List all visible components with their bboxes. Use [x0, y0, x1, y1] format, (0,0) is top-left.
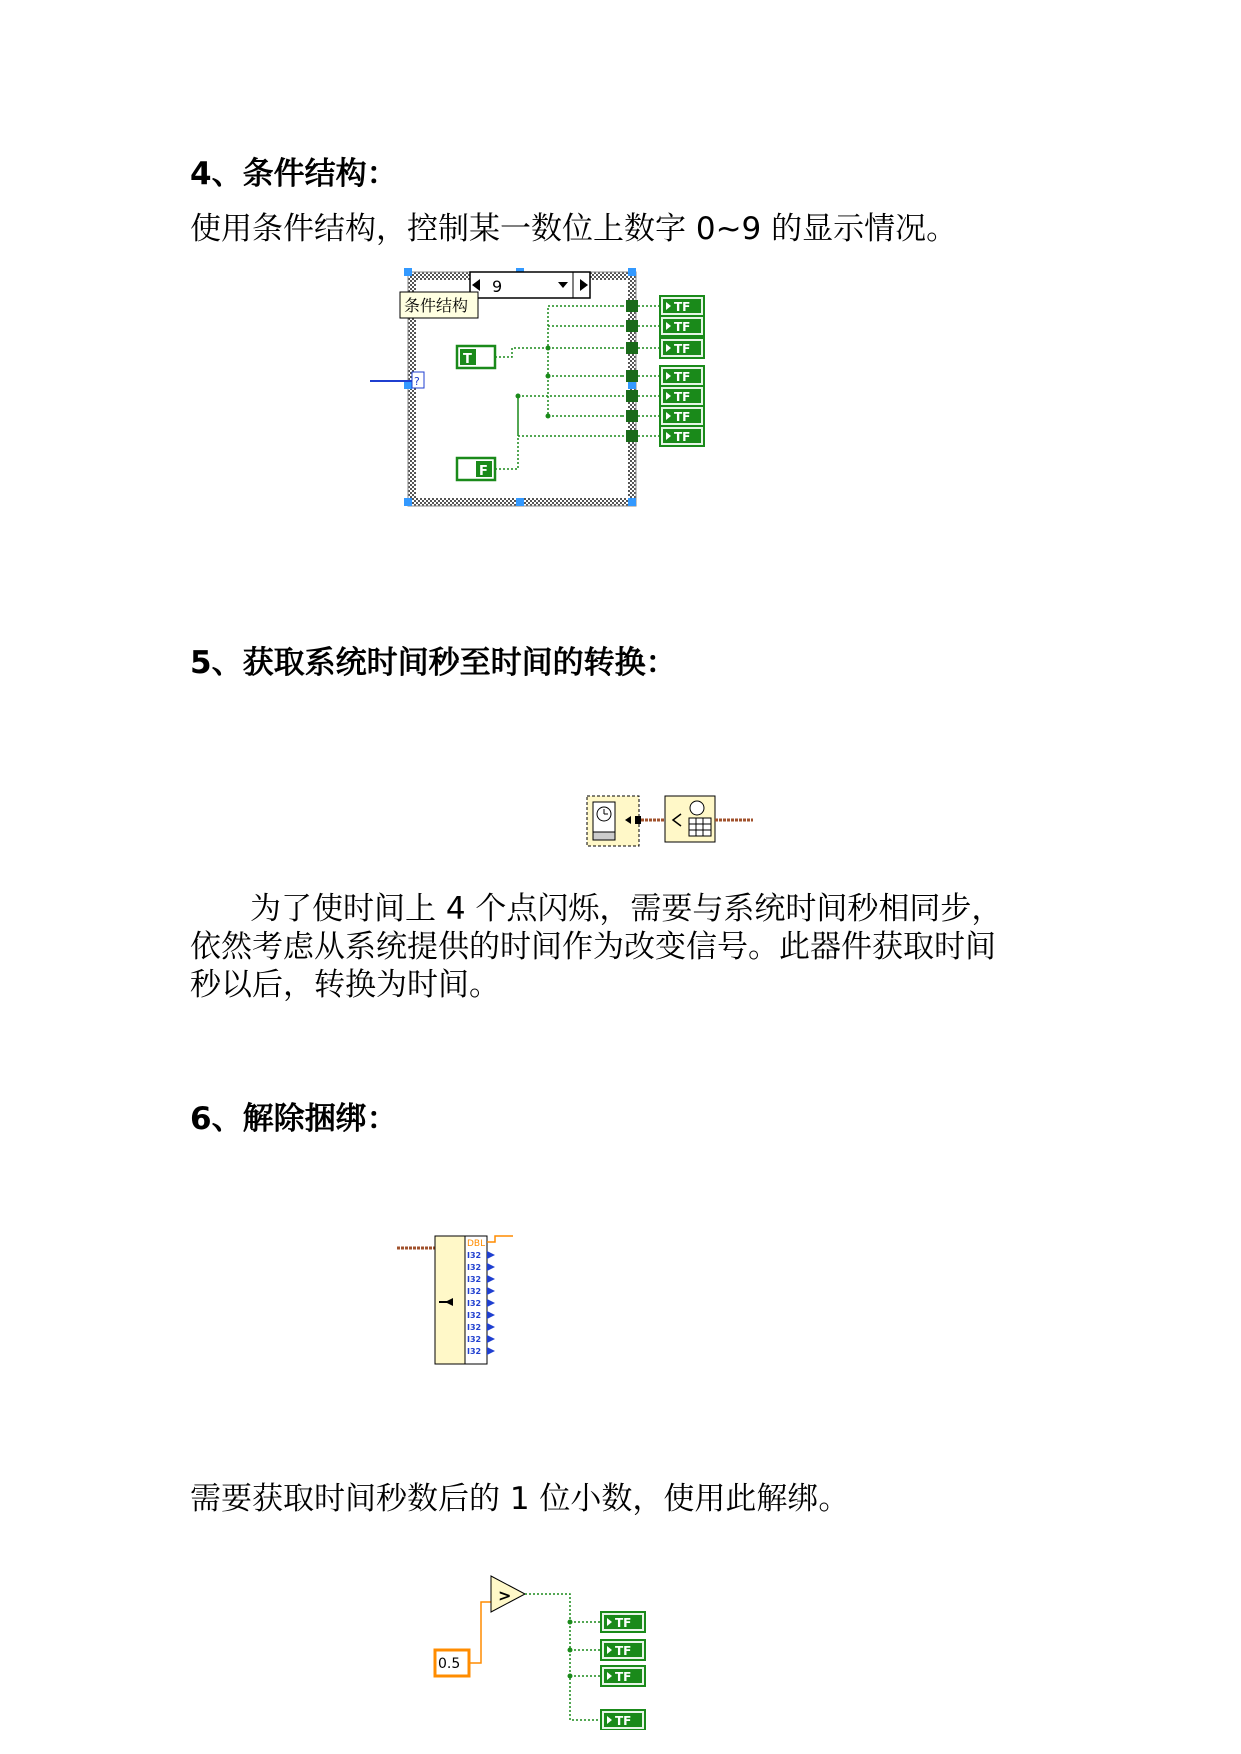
i32-output-label: I32 — [467, 1311, 482, 1320]
tf-indicator[interactable] — [660, 296, 704, 316]
numeric-constant-value: 0.5 — [438, 1656, 461, 1672]
tf-indicator-label: TF — [674, 370, 691, 384]
greater-than-symbol: > — [498, 1586, 512, 1605]
tf-indicator[interactable] — [660, 426, 704, 446]
i32-output[interactable] — [467, 1251, 495, 1260]
section-4-heading: 4、条件结构： — [190, 156, 398, 192]
tf-indicator[interactable] — [601, 1640, 645, 1660]
section-5-body-line-3: 秒以后，转换为时间。 — [190, 967, 500, 1003]
tf-indicator[interactable] — [660, 386, 704, 406]
boolean-indicators[interactable] — [660, 296, 704, 446]
i32-output[interactable] — [467, 1347, 495, 1356]
section-5-body-line-1: 为了使时间上 4 个点闪烁，需要与系统时间秒相同步， — [250, 891, 1003, 927]
tf-indicator[interactable] — [660, 406, 704, 426]
tf-indicator[interactable] — [601, 1612, 645, 1632]
i32-output[interactable] — [467, 1287, 495, 1296]
i32-output-label: I32 — [467, 1335, 482, 1344]
case-selector-value: 9 — [492, 277, 503, 296]
i32-output-label: I32 — [467, 1275, 482, 1284]
case-selector[interactable] — [470, 272, 590, 298]
constant-wire[interactable] — [469, 1602, 491, 1663]
tf-indicator-label: TF — [674, 342, 691, 356]
i32-output[interactable] — [467, 1263, 495, 1272]
output-tunnels[interactable] — [626, 300, 638, 442]
tf-indicator[interactable] — [660, 316, 704, 336]
i32-output-label: I32 — [467, 1323, 482, 1332]
seconds-to-date-time-icon[interactable] — [665, 796, 715, 842]
tf-indicator-label: TF — [615, 1644, 632, 1658]
tf-indicator-label: TF — [674, 410, 691, 424]
i32-output-label: I32 — [467, 1347, 482, 1356]
dbl-output-wire[interactable] — [487, 1236, 513, 1242]
selector-terminal-label: ? — [414, 375, 420, 388]
false-constant-label: F — [479, 464, 488, 479]
section-6-body: 需要获取时间秒数后的 1 位小数，使用此解绑。 — [190, 1481, 850, 1517]
dbl-output-label: DBL — [467, 1239, 486, 1249]
boolean-indicators-2[interactable] — [601, 1612, 645, 1730]
i32-output-label: I32 — [467, 1251, 482, 1260]
tf-indicator-label: TF — [615, 1670, 632, 1684]
unbundle-diagram — [395, 1232, 525, 1376]
section-5-heading: 5、获取系统时间秒至时间的转换： — [190, 645, 677, 681]
comparison-output-wires[interactable] — [525, 1594, 601, 1720]
i32-outputs[interactable] — [467, 1251, 495, 1356]
i32-output[interactable] — [467, 1335, 495, 1344]
tf-indicator-label: TF — [674, 390, 691, 404]
case-structure-tooltip — [400, 292, 478, 318]
tf-indicator-label: TF — [674, 430, 691, 444]
i32-output[interactable] — [467, 1311, 495, 1320]
svg-text:条件结构: 条件结构 — [404, 296, 469, 315]
tf-indicator-label: TF — [615, 1714, 632, 1728]
false-constant[interactable] — [457, 458, 495, 480]
comparison-diagram — [425, 1570, 665, 1734]
section-4-body: 使用条件结构，控制某一数位上数字 0~9 的显示情况。 — [190, 211, 958, 247]
numeric-constant[interactable] — [435, 1650, 469, 1676]
tf-indicator-label: TF — [674, 300, 691, 314]
i32-output-label: I32 — [467, 1287, 482, 1296]
greater-than-icon[interactable] — [491, 1576, 525, 1612]
true-constant-label: T — [463, 352, 472, 367]
case-structure-diagram — [360, 266, 740, 514]
i32-output-label: I32 — [467, 1263, 482, 1272]
i32-output[interactable] — [467, 1275, 495, 1284]
tf-indicator[interactable] — [660, 366, 704, 386]
i32-output[interactable] — [467, 1323, 495, 1332]
time-conversion-diagram — [585, 792, 755, 858]
section-6-heading: 6、解除捆绑： — [190, 1101, 398, 1137]
i32-output[interactable] — [467, 1299, 495, 1308]
tf-indicator[interactable] — [601, 1710, 645, 1730]
tf-indicator-label: TF — [615, 1616, 632, 1630]
section-5-body-line-2: 依然考虑从系统提供的时间作为改变信号。此器件获取时间 — [190, 929, 996, 965]
get-date-time-seconds-icon[interactable] — [587, 796, 641, 846]
tf-indicator[interactable] — [601, 1666, 645, 1686]
tf-indicator[interactable] — [660, 338, 704, 358]
true-constant[interactable] — [457, 346, 495, 368]
tf-indicator-label: TF — [674, 320, 691, 334]
section-5-body — [190, 890, 1070, 1004]
i32-output-label: I32 — [467, 1299, 482, 1308]
